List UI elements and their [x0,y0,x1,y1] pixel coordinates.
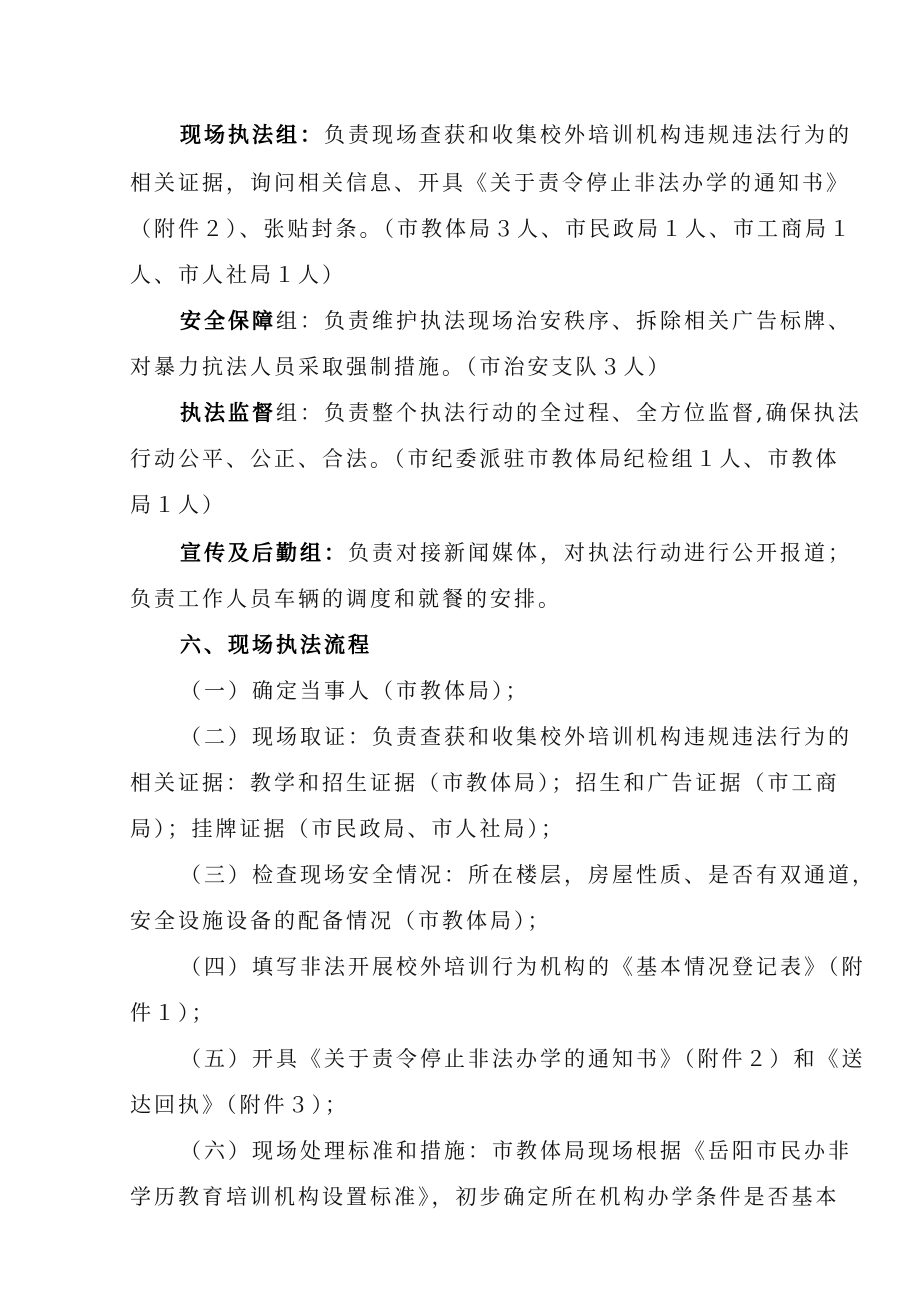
step-5-line-1: （五）开具《关于责令停止非法办学的通知书》（附件２）和《送 [180,1047,866,1071]
publicity-group-heading: 宣传及后勤组： [180,541,348,565]
supervision-group-heading: 执法监督 [180,401,276,425]
step-2-line-2: 相关证据：教学和招生证据（市教体局）；招生和广告证据（市工商 [130,771,840,795]
step-2-line-3: 局）；挂牌证据（市民政局、市人社局）； [130,817,565,841]
paragraph-site-enforcement-line-1 [180,120,852,150]
paragraph-publicity-line-1 [180,538,852,568]
security-text: 组：负责维护执法现场治安秩序、拆除相关广告标牌、 [276,309,852,333]
paragraph-site-enforcement-line-2: 相关证据，询问相关信息、开具《关于责令停止非法办学的通知书》 [130,171,850,195]
step-5-line-2: 达回执》（附件３）； [130,1093,349,1117]
step-6-line-2: 学历教育培训机构设置标准》，初步确定所在机构办学条件是否基本 [130,1185,840,1209]
paragraph-supervision-line-1 [180,398,862,428]
step-2-line-1: （二）现场取证：负责查获和收集校外培训机构违规违法行为的 [180,725,852,749]
site-enforcement-text: 负责现场查获和收集校外培训机构违规违法行为的 [324,123,852,147]
publicity-text: 负责对接新闻媒体，对执法行动进行公开报道； [348,541,852,565]
step-1: （一）确定当事人（市教体局）； [180,679,530,703]
paragraph-security-line-1 [180,306,852,336]
security-group-heading: 安全保障 [180,309,276,333]
step-6-line-1: （六）现场处理标准和措施：市教体局现场根据《岳阳市民办非 [180,1139,852,1163]
section-title: 六、现场执法流程 [180,633,372,657]
step-3-line-1: （三）检查现场安全情况：所在楼层，房屋性质、是否有双通道， [180,863,876,887]
paragraph-site-enforcement-line-3: （附件２）、张贴封条。（市教体局３人、市民政局１人、市工商局１ [130,217,853,241]
supervision-text: 组：负责整个执法行动的全过程、全方位监督,确保执法 [276,401,862,425]
step-4-line-1: （四）填写非法开展校外培训行为机构的《基本情况登记表》（附 [180,955,866,979]
paragraph-site-enforcement-line-4: 人、市人社局１人） [130,263,346,287]
site-enforcement-group-heading: 现场执法组： [180,123,324,147]
paragraph-supervision-line-3: 局１人） [130,493,226,517]
step-3-line-2: 安全设施设备的配备情况（市教体局）； [130,909,552,933]
step-4-line-2: 件１）； [130,1001,216,1025]
paragraph-security-line-2: 对暴力抗法人员采取强制措施。（市治安支队３人） [130,355,672,379]
paragraph-publicity-line-2: 负责工作人员车辆的调度和就餐的安排。 [130,587,562,611]
paragraph-supervision-line-2: 行动公平、公正、合法。（市纪委派驻市教体局纪检组１人、市教体 [130,447,840,471]
